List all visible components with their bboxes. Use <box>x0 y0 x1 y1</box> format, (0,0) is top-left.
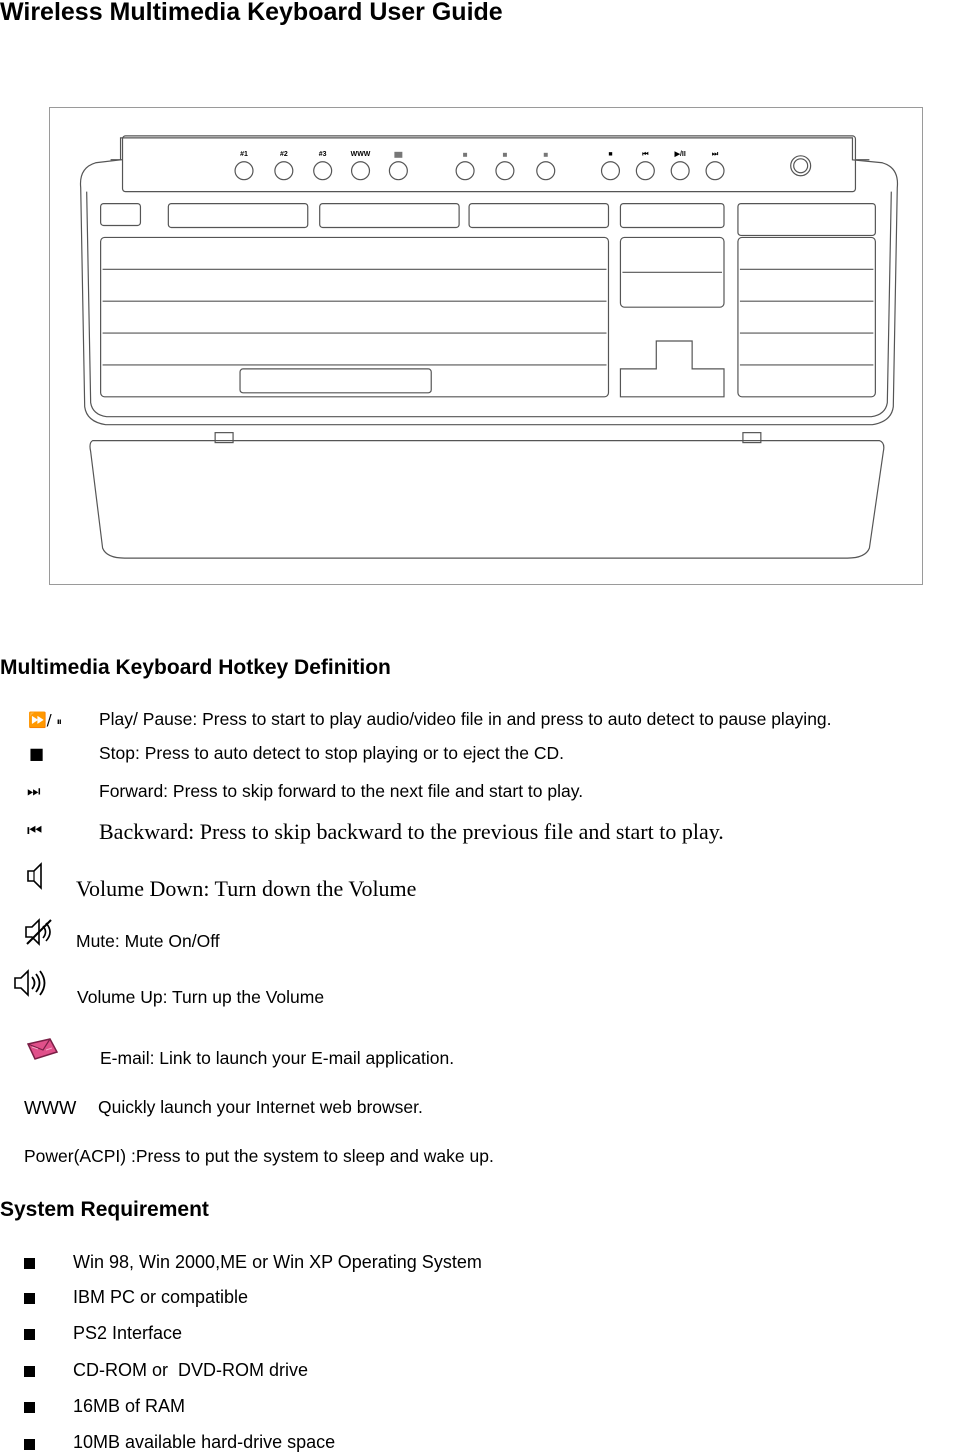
hotkey-label-stop: ■ <box>608 150 613 158</box>
keyboard-drawing <box>50 108 922 584</box>
email-icon <box>24 1036 60 1067</box>
hotkey-label-play: ▶/II <box>674 150 686 158</box>
www-label: WWW <box>24 1097 77 1118</box>
volume-up-icon <box>12 969 48 1002</box>
hotkey-www-text: Quickly launch your Internet web browser. <box>98 1097 423 1117</box>
hotkey-backward-text: Backward: Press to skip backward to the previous file and start to play. <box>99 819 724 844</box>
backward-icon: ⏮ <box>27 821 43 841</box>
hotkey-label-back: ⏮ <box>642 150 649 158</box>
hotkey-mute-text: Mute: Mute On/Off <box>76 931 220 951</box>
hotkey-heading: Multimedia Keyboard Hotkey Definition <box>0 656 391 679</box>
page-title: Wireless Multimedia Keyboard User Guide <box>0 0 503 26</box>
mute-icon <box>23 917 55 952</box>
hotkey-volume-up-text: Volume Up: Turn up the Volume <box>77 987 325 1007</box>
list-bullet <box>24 1402 35 1413</box>
stop-icon: ■ <box>29 744 45 763</box>
requirement-item: CD-ROM or DVD-ROM drive <box>73 1360 309 1380</box>
hotkey-volume-down-text: Volume Down: Turn down the Volume <box>76 876 417 901</box>
email-small-icon <box>394 152 402 158</box>
hotkey-power-text: Power(ACPI) :Press to put the system to sleep and wake up. <box>24 1146 494 1166</box>
play-pause-icon: ⏩/ ⏸ <box>28 711 63 729</box>
hotkey-label-www: WWW <box>350 150 371 158</box>
requirement-item: 16MB of RAM <box>73 1396 186 1416</box>
requirement-item: Win 98, Win 2000,ME or Win XP Operating System <box>73 1252 482 1272</box>
hotkey-label-2: #2 <box>279 150 288 158</box>
list-bullet <box>24 1293 35 1304</box>
keyboard-illustration <box>49 107 923 585</box>
hotkey-label-1: #1 <box>240 150 248 158</box>
requirements-heading: System Requirement <box>0 1198 209 1221</box>
list-bullet <box>24 1439 35 1450</box>
hotkey-label-3: #3 <box>318 150 327 158</box>
requirement-item: 10MB available hard-drive space <box>73 1432 336 1452</box>
list-bullet <box>24 1258 35 1269</box>
requirement-item: IBM PC or compatible <box>73 1287 249 1307</box>
hotkey-label-forward: ⏭ <box>711 150 719 158</box>
volume-down-icon <box>25 861 51 896</box>
hotkey-stop-text: Stop: Press to auto detect to stop playing or to eject the CD. <box>99 743 564 763</box>
requirement-item: PS2 Interface <box>73 1323 183 1343</box>
forward-icon: ⏭ <box>27 782 41 800</box>
list-bullet <box>24 1366 35 1377</box>
hotkey-email-text: E-mail: Link to launch your E-mail application. <box>100 1048 455 1068</box>
hotkey-forward-text: Forward: Press to skip forward to the next file and start to play. <box>99 781 584 801</box>
list-bullet <box>24 1329 35 1340</box>
hotkey-play-pause-text: Play/ Pause: Press to start to play audio/video file in and press to auto detect to pause playing. <box>99 709 832 729</box>
